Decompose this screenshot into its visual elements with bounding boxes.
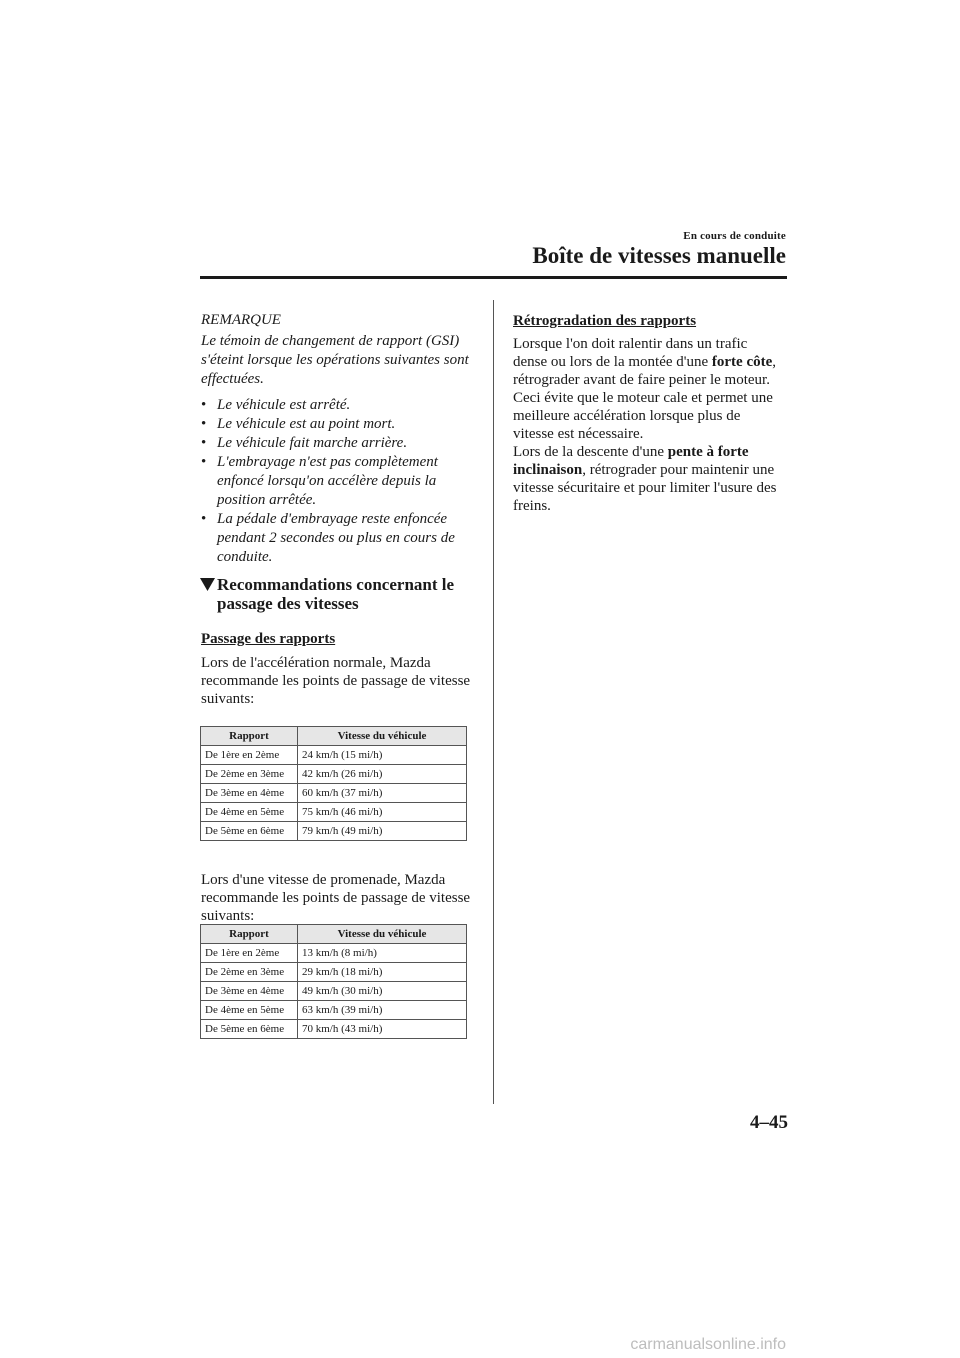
- table-header-row: [201, 925, 467, 944]
- subheading-passage: Passage des rapports: [201, 631, 336, 647]
- table-row: De 5ème en 6ème 70 km/h (43 mi/h): [201, 1020, 467, 1039]
- list-item: • Le véhicule est au point mort.: [201, 416, 396, 432]
- table-row: De 4ème en 5ème 63 km/h (39 mi/h): [201, 1001, 467, 1020]
- watermark: carmanualsonline.info: [630, 1336, 786, 1353]
- section-heading: Recommandations concernant le passage des vitesses: [200, 575, 490, 613]
- chapter-label: En cours de conduite: [683, 230, 786, 242]
- subheading-retrogradation: Rétrogradation des rapports: [513, 313, 697, 329]
- retro-paragraph-2: Lors de la descente d'une pente à forte inclinaison, rétrograder pour maintenir une vitesse sécuritaire et pour limiter l'usure des freins.: [513, 444, 777, 514]
- bullet-icon: •: [201, 435, 207, 451]
- table-row: De 1ère en 2ème 24 km/h (15 mi/h): [201, 746, 467, 765]
- gear-table-cruise: [200, 924, 467, 1039]
- table-row: De 2ème en 3ème 42 km/h (26 mi/h): [201, 765, 467, 784]
- table-row: De 1ère en 2ème 13 km/h (8 mi/h): [201, 944, 467, 963]
- bullet-icon: •: [201, 511, 207, 527]
- header-rule: [200, 276, 787, 279]
- table-row: De 2ème en 3ème 29 km/h (18 mi/h): [201, 963, 467, 982]
- retro-paragraph-1: Lorsque l'on doit ralentir dans un trafic dense ou lors de la montée d'une forte côte, rétrograder avant de faire peiner le moteur. Ceci évite que le moteur cale et permet une meilleure accélération lorsque plus de vitesse est nécessaire.: [513, 336, 777, 442]
- page-number: 4–45: [750, 1112, 788, 1133]
- table-row: De 4ème en 5ème 75 km/h (46 mi/h): [201, 803, 467, 822]
- list-item: • L'embrayage n'est pas complètement enfoncé lorsqu'on accélère depuis la position arrêtée.: [201, 454, 438, 508]
- column-header: Vitesse du véhicule: [298, 925, 467, 944]
- note-bullet-list: [201, 396, 486, 567]
- passage-intro: Lors de l'accélération normale, Mazda recommande les points de passage de vitesse suivants:: [201, 655, 471, 707]
- column-header: Rapport: [201, 925, 298, 944]
- column-header: Vitesse du véhicule: [298, 727, 467, 746]
- table-row: De 3ème en 4ème 60 km/h (37 mi/h): [201, 784, 467, 803]
- table-row: De 5ème en 6ème 79 km/h (49 mi/h): [201, 822, 467, 841]
- bullet-icon: •: [201, 416, 207, 432]
- page-title: Boîte de vitesses manuelle: [532, 243, 786, 268]
- bullet-icon: •: [201, 397, 207, 413]
- column-divider: [493, 300, 494, 1104]
- list-item: • Le véhicule est arrêté.: [201, 397, 351, 413]
- gear-table-normal: [200, 726, 467, 841]
- list-item: • Le véhicule fait marche arrière.: [201, 435, 408, 451]
- column-header: Rapport: [201, 727, 298, 746]
- note-title: REMARQUE: [201, 312, 281, 328]
- list-item: • La pédale d'embrayage reste enfoncée pendant 2 secondes ou plus en cours de conduite.: [201, 511, 455, 565]
- table-header-row: [201, 727, 467, 746]
- triangle-down-icon: [200, 578, 215, 591]
- bullet-icon: •: [201, 454, 207, 470]
- promenade-intro: Lors d'une vitesse de promenade, Mazda recommande les points de passage de vitesse suivants:: [201, 872, 471, 924]
- note-text: Le témoin de changement de rapport (GSI) s'éteint lorsque les opérations suivantes sont effectuées.: [201, 333, 469, 387]
- table-row: De 3ème en 4ème 49 km/h (30 mi/h): [201, 982, 467, 1001]
